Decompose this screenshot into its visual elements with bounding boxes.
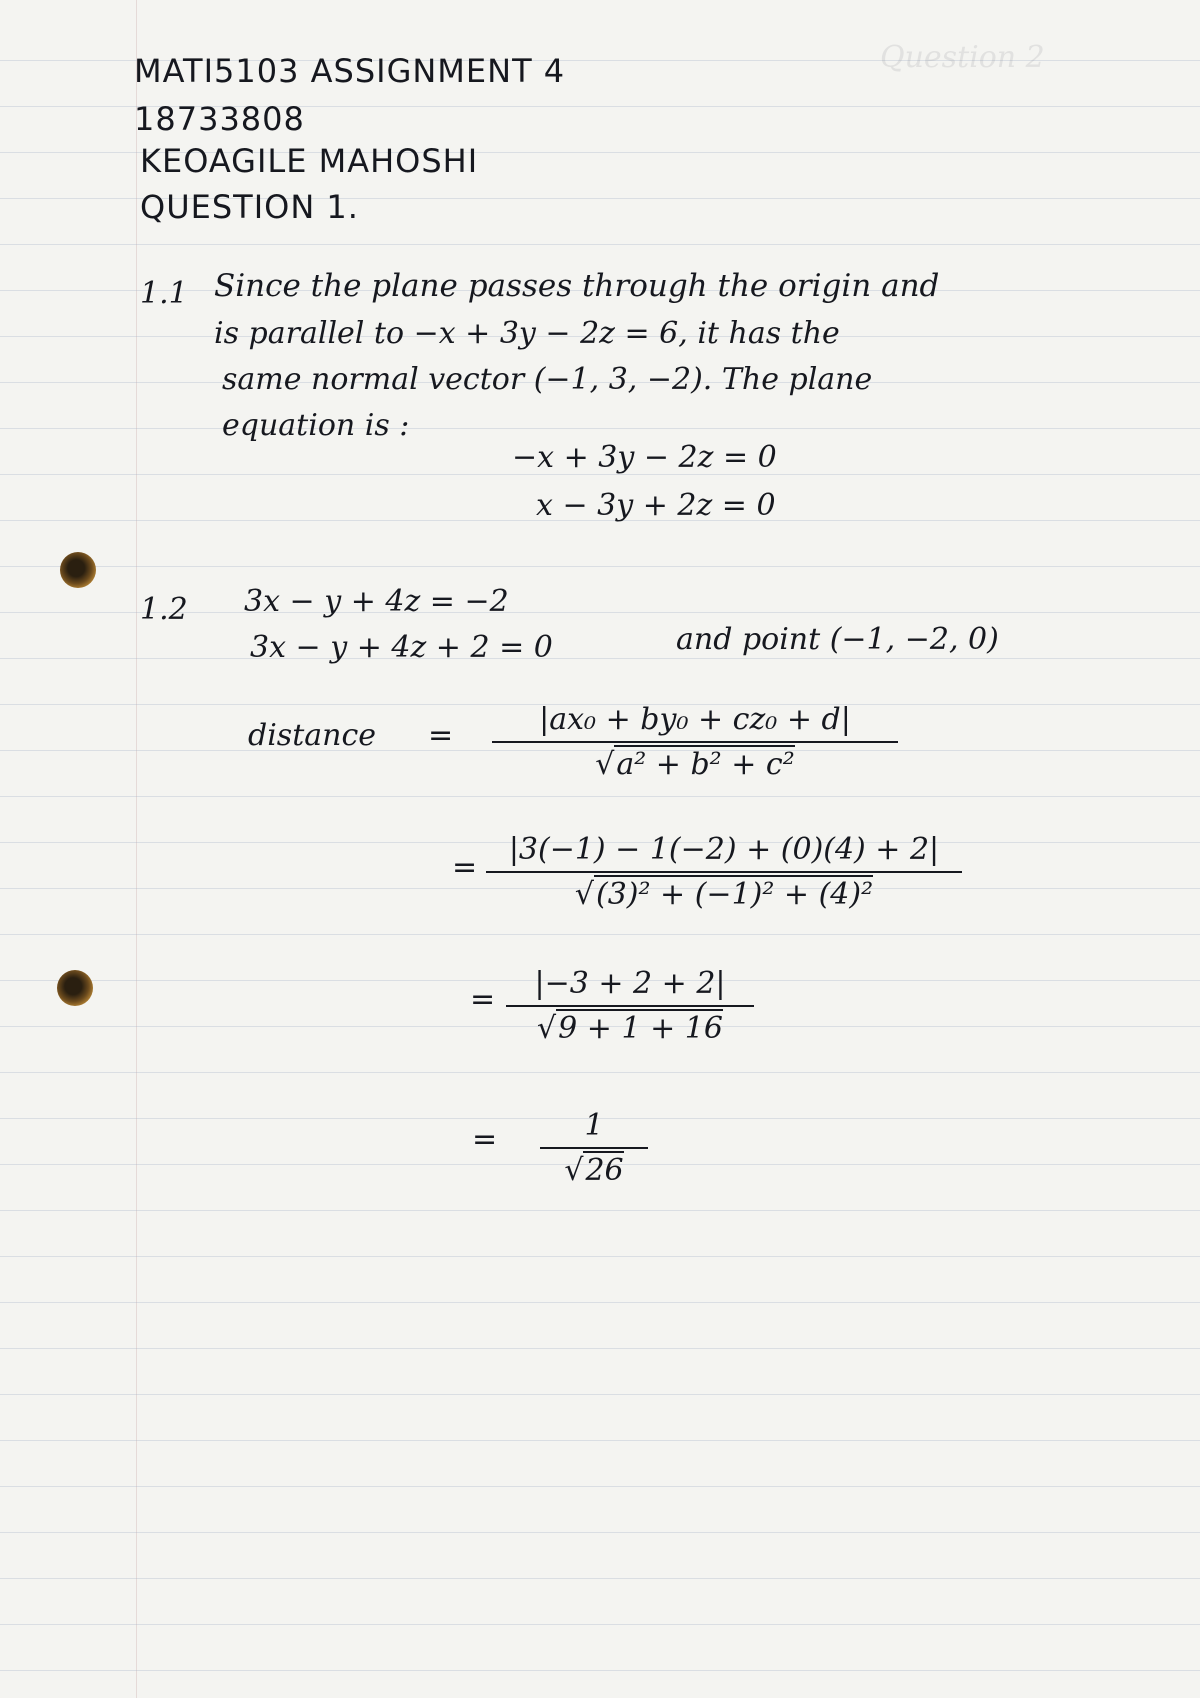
course-title: MATI5103 ASSIGNMENT 4 [134, 52, 566, 90]
simplify-denominator: √9 + 1 + 16 [537, 1011, 723, 1046]
question-heading: QUESTION 1. [140, 188, 359, 226]
ruled-line [0, 796, 1200, 797]
ruled-line [0, 658, 1200, 659]
ruled-line [0, 1624, 1200, 1625]
student-name: KEOAGILE MAHOSHI [140, 142, 479, 180]
student-number: 18733808 [134, 100, 305, 138]
q1-1-line2: is parallel to −x + 3y − 2z = 6, it has the [214, 316, 840, 351]
simplify-numerator: |−3 + 2 + 2| [534, 966, 726, 1001]
ruled-line [0, 1072, 1200, 1073]
margin-line [136, 0, 137, 1698]
formula-numerator: |ax₀ + by₀ + cz₀ + d| [539, 702, 851, 737]
substitution-denominator: √(3)² + (−1)² + (4)² [574, 877, 874, 912]
fraction-bar [506, 1005, 754, 1007]
ruled-line [0, 1348, 1200, 1349]
ruled-line [0, 1440, 1200, 1441]
equals-sign-1: = [428, 718, 454, 753]
ruled-line [0, 1532, 1200, 1533]
equals-sign-3: = [470, 982, 496, 1017]
equals-sign-2: = [452, 850, 478, 885]
ruled-line [0, 1302, 1200, 1303]
punch-hole-bottom [57, 970, 93, 1006]
q1-2-label: 1.2 [140, 592, 188, 627]
simplify-step [506, 966, 754, 1046]
substitution-numerator: |3(−1) − 1(−2) + (0)(4) + 2| [508, 832, 940, 867]
q1-1-label: 1.1 [140, 276, 188, 311]
answer-numerator: 1 [584, 1108, 604, 1143]
ruled-line [0, 1670, 1200, 1671]
ruled-line [0, 1578, 1200, 1579]
ruled-line [0, 566, 1200, 567]
ruled-line [0, 934, 1200, 935]
q1-2-point: and point (−1, −2, 0) [676, 622, 999, 657]
punch-hole-top [60, 552, 96, 588]
q1-1-equation-1: −x + 3y − 2z = 0 [512, 440, 777, 475]
q1-1-line1: Since the plane passes through the origin and [214, 268, 940, 304]
q1-1-line3: same normal vector (−1, 3, −2). The plane [222, 362, 873, 397]
ruled-line [0, 428, 1200, 429]
bleed-through-text: Question 2 [880, 40, 1045, 75]
q1-2-plane-line2: 3x − y + 4z + 2 = 0 [250, 630, 553, 665]
ruled-line [0, 244, 1200, 245]
formula-denominator: √a² + b² + c² [595, 747, 795, 782]
sqrt-radicand: 9 + 1 + 16 [558, 1011, 723, 1046]
q1-2-plane-line1: 3x − y + 4z = −2 [244, 584, 509, 619]
answer-denominator: √26 [564, 1153, 624, 1188]
ruled-line [0, 1256, 1200, 1257]
q1-1-line4: equation is : [222, 408, 410, 443]
sqrt-radicand: 26 [585, 1153, 624, 1188]
distance-label: distance [248, 718, 377, 753]
ruled-line [0, 1394, 1200, 1395]
substitution-step [486, 832, 962, 912]
ruled-line [0, 1486, 1200, 1487]
final-answer [540, 1108, 648, 1188]
fraction-bar [492, 741, 898, 743]
equals-sign-4: = [472, 1122, 498, 1157]
distance-formula [492, 702, 898, 782]
sqrt-radicand: (3)² + (−1)² + (4)² [596, 877, 874, 912]
fraction-bar [540, 1147, 648, 1149]
ruled-line [0, 1210, 1200, 1211]
fraction-bar [486, 871, 962, 873]
q1-1-equation-2: x − 3y + 2z = 0 [536, 488, 776, 523]
sqrt-radicand: a² + b² + c² [616, 747, 795, 782]
